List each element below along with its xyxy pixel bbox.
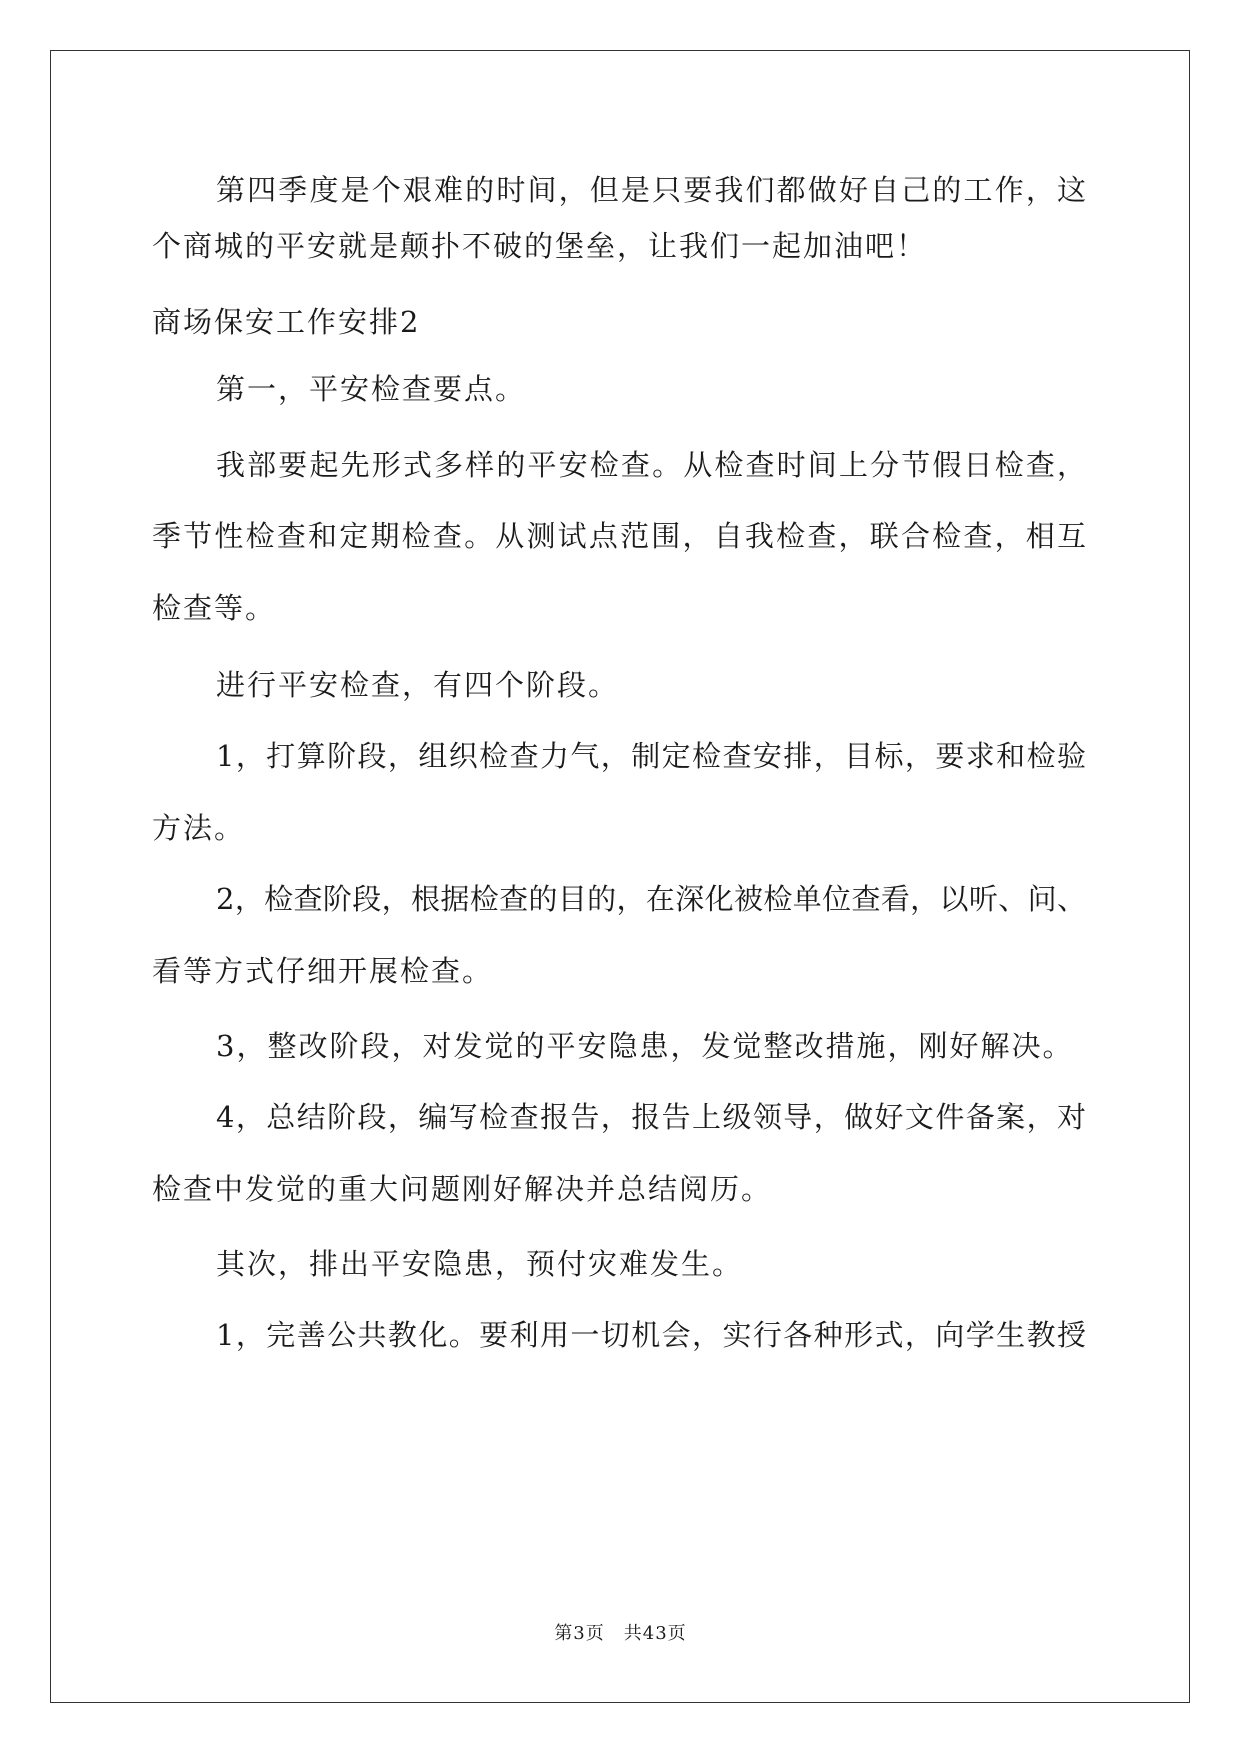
paragraph-line: 2，检查阶段，根据检查的目的，在深化被检单位查看，以听、问、 <box>216 882 1086 916</box>
page-number-footer: 第3页 共43页 <box>554 1623 687 1644</box>
section-heading: 商场保安工作安排2 <box>152 305 421 339</box>
paragraph-line: 第四季度是个艰难的时间，但是只要我们都做好自己的工作，这 <box>216 173 1086 207</box>
paragraph-line: 3，整改阶段，对发觉的平安隐患，发觉整改措施，刚好解决。 <box>216 1029 1074 1063</box>
paragraph-line: 1，完善公共教化。要利用一切机会，实行各种形式，向学生教授 <box>216 1318 1086 1352</box>
paragraph-line: 进行平安检查，有四个阶段。 <box>216 668 620 702</box>
paragraph-line: 方法。 <box>152 811 246 845</box>
paragraph-line: 季节性检查和定期检查。从测试点范围，自我检查，联合检查，相互 <box>152 519 1086 553</box>
paragraph-line: 其次，排出平安隐患，预付灾难发生。 <box>216 1247 744 1281</box>
page-frame <box>50 50 1190 1703</box>
paragraph-line: 我部要起先形式多样的平安检查。从检查时间上分节假日检查， <box>216 448 1086 482</box>
paragraph-line: 1，打算阶段，组织检查力气，制定检查安排，目标，要求和检验 <box>216 739 1086 773</box>
paragraph-line: 检查中发觉的重大问题刚好解决并总结阅历。 <box>152 1172 773 1206</box>
paragraph-line: 看等方式仔细开展检查。 <box>152 954 494 988</box>
paragraph-line: 个商城的平安就是颠扑不破的堡垒，让我们一起加油吧！ <box>152 229 928 263</box>
paragraph-line: 4，总结阶段，编写检查报告，报告上级领导，做好文件备案，对 <box>216 1100 1086 1134</box>
paragraph-line: 检查等。 <box>152 591 277 625</box>
paragraph-line: 第一，平安检查要点。 <box>216 372 527 406</box>
